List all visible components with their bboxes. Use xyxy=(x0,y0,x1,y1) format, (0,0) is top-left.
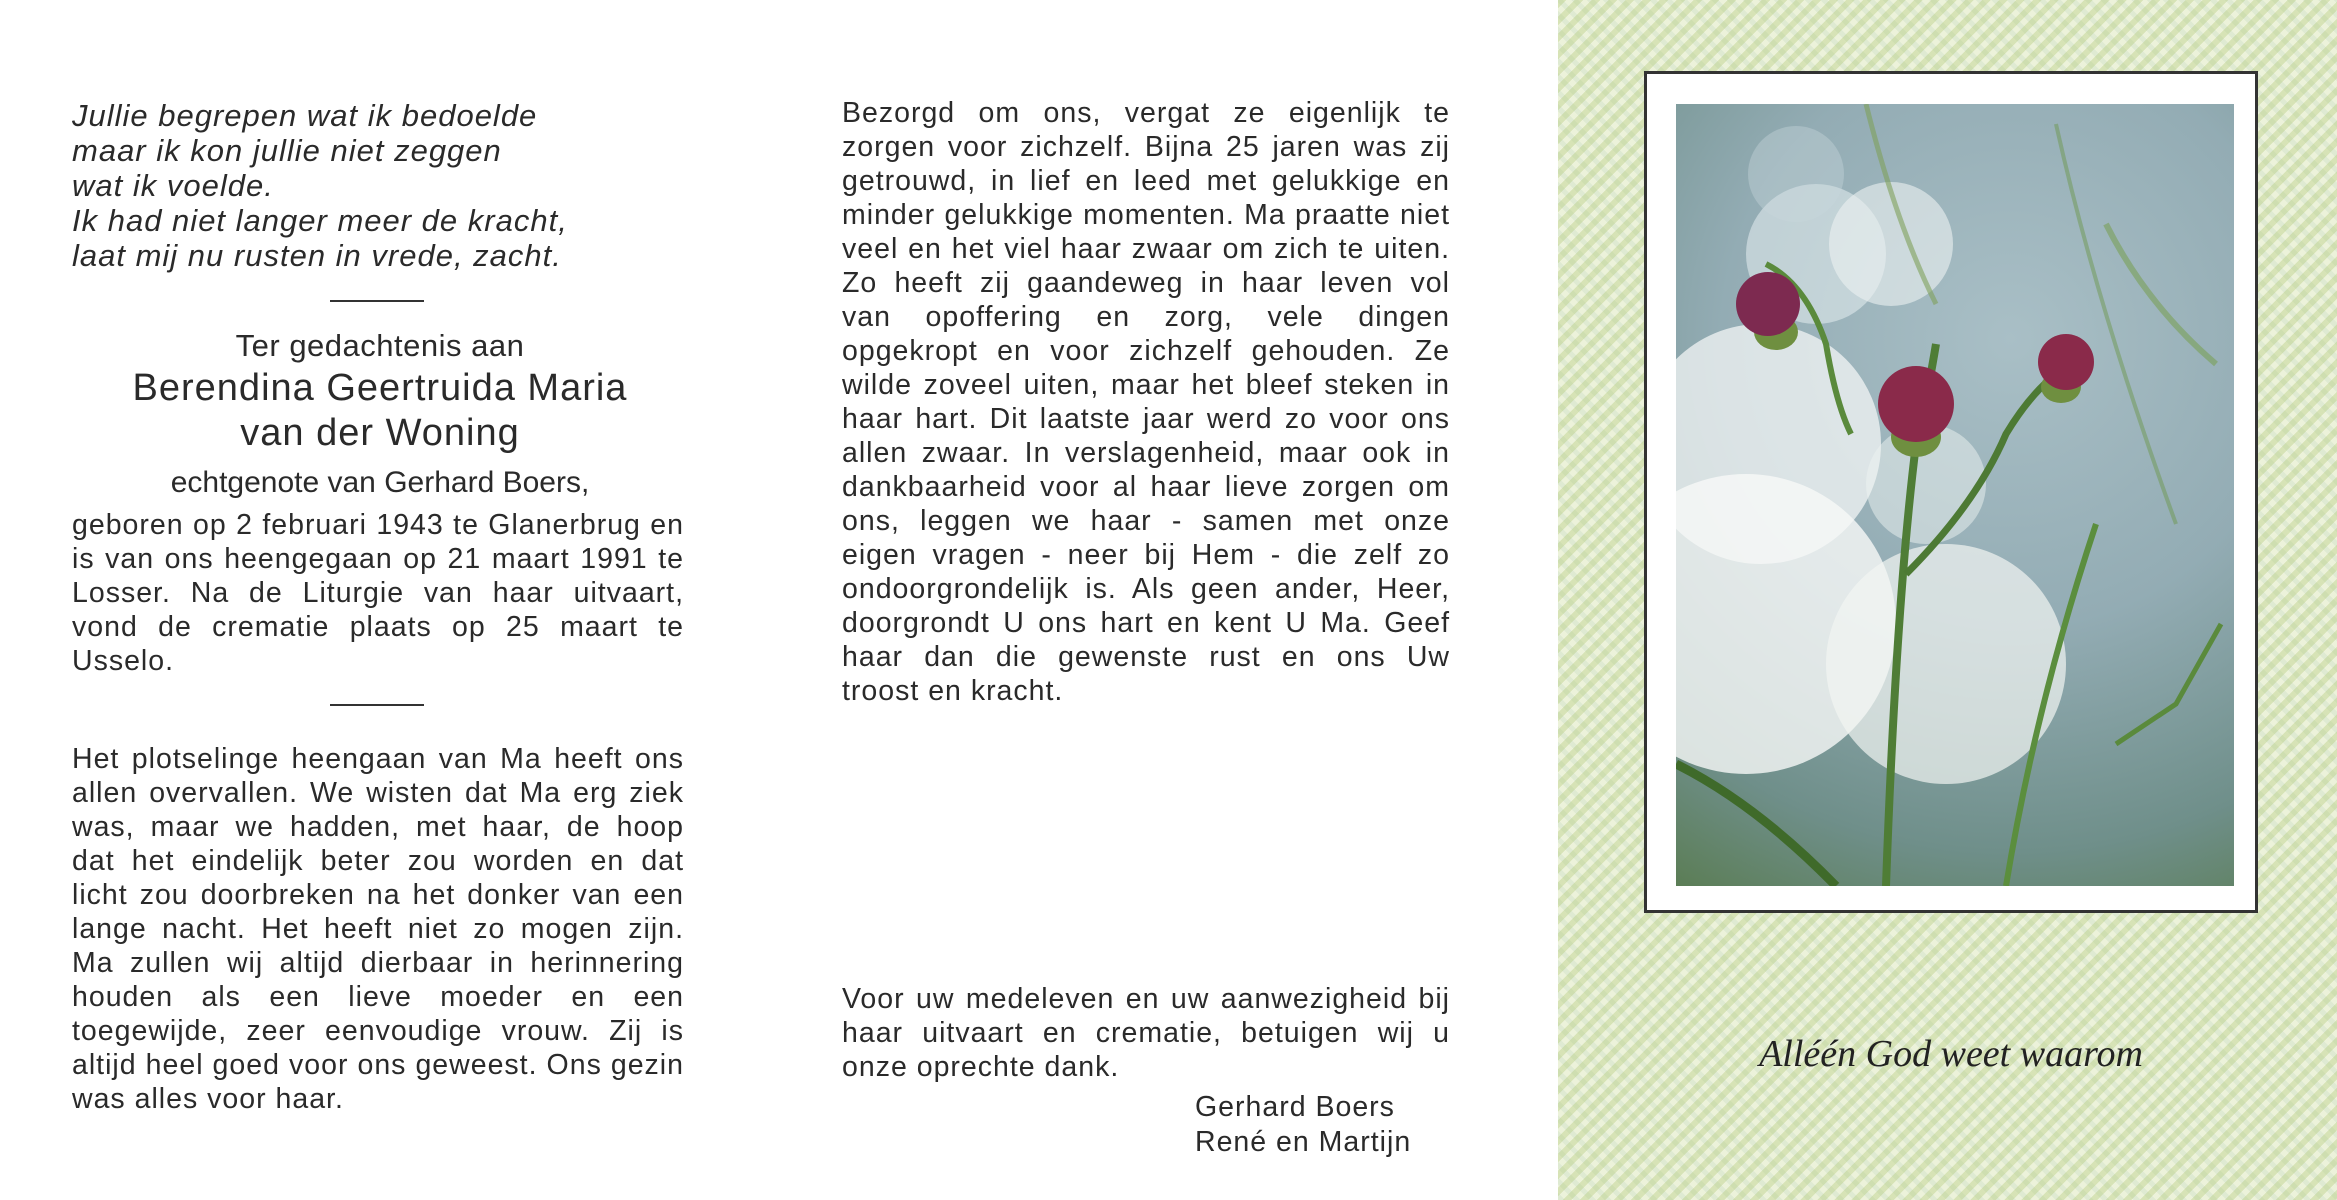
poem-line: laat mij nu rusten in vrede, zacht. xyxy=(72,238,562,273)
remembrance-paragraph-middle: Bezorgd om ons, vergat ze eigenlijk te zorgen voor zichzelf. Bijna 25 jaren was zij getrouwd, in lief en leed met gelukkige en minder gelukkige momenten. Ma praatte niet veel en het viel haar zwaar om zich te uiten. Zo heeft zij gaandeweg in haar leven vol van opoffering en zorg, vele dingen opgekropt en voor zichzelf gehouden. Ze wilde zoveel uiten, maar het bleef steken in haar hart. Dit laatste jaar werd zo voor ons allen zwaar. In verslagenheid, maar ook in dankbaarheid voor al haar lieve zorgen om ons, leggen we haar - samen met onze eigen vragen - neer bij Hem - die zelf zo ondoorgrondelijk is. Als geen ander, Heer, doorgrondt U ons hart en kent U Ma. Geef haar dan die gewenste rust en ons Uw troost en kracht. xyxy=(842,97,1450,707)
signature-line2: René en Martijn xyxy=(1195,1126,1412,1158)
poem xyxy=(72,98,692,273)
spouse-line: echtgenote van Gerhard Boers, xyxy=(170,466,590,499)
poem-line: Ik had niet langer meer de kracht, xyxy=(72,203,568,238)
signature-line1: Gerhard Boers xyxy=(1195,1091,1395,1123)
memorial-heading xyxy=(70,326,690,504)
thistle-photo xyxy=(1676,104,2234,886)
deceased-name-line2: van der Woning xyxy=(240,412,520,454)
remembrance-paragraph-left: Het plotselinge heengaan van Ma heeft ons allen overvallen. We wisten dat Ma erg ziek was, maar we hadden, met haar, de hoop dat het eindelijk beter zou worden en dat licht zou doorbreken na het donker van een lange nacht. Het heeft niet zo mogen zijn. Ma zullen wij altijd dierbaar in herinnering houden als een lieve moeder en een toegewijde, zeer eenvoudige vrouw. Zij is altijd heel goed voor ons geweest. Ons gezin was alles voor haar. xyxy=(72,743,684,1115)
deceased-name-line1: Berendina Geertruida Maria xyxy=(132,367,628,409)
signature xyxy=(1195,1090,1411,1160)
poem-line: Jullie begrepen wat ik bedoelde xyxy=(72,98,538,133)
divider xyxy=(330,704,424,706)
biography-paragraph: geboren op 2 februari 1943 te Glanerbrug en is van ons heengegaan op 21 maart 1991 te Losser. Na de Liturgie van haar uitvaart, vond de crematie plaats op 25 maart te Usselo. xyxy=(72,509,684,677)
divider xyxy=(330,300,424,302)
thistle-illustration xyxy=(1676,104,2234,886)
poem-line: wat ik voelde. xyxy=(72,168,274,203)
caption: Alléén God weet waarom xyxy=(1759,1033,2143,1075)
poem-line: maar ik kon jullie niet zeggen xyxy=(72,133,502,168)
memorial-intro: Ter gedachtenis aan xyxy=(235,328,525,363)
thanks-paragraph: Voor uw medeleven en uw aanwezigheid bij haar uitvaart en crematie, betuigen wij u onze oprechte dank. xyxy=(842,983,1450,1083)
